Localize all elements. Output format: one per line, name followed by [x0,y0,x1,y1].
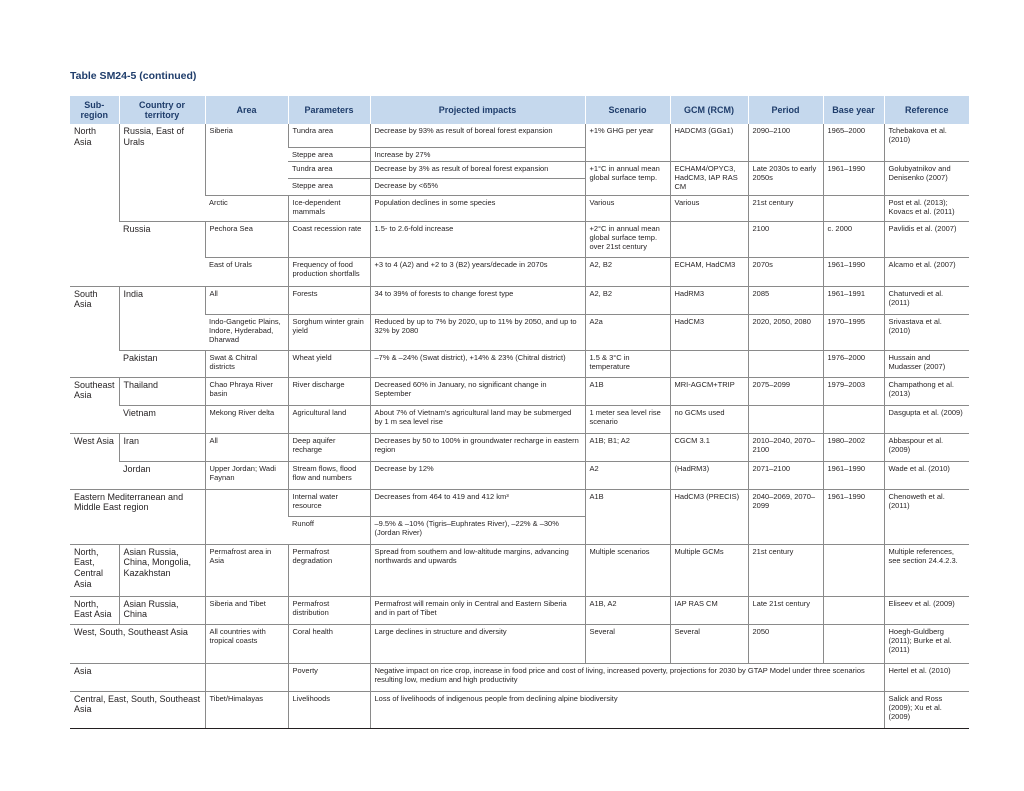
cell-gcm: Various [670,195,748,221]
cell-subregion: West, South, Southeast Asia [70,624,205,663]
col-header-gcm: GCM (RCM) [670,96,748,124]
cell-area [205,663,288,691]
table-row [70,433,969,461]
cell-country: Russia [119,221,205,286]
cell-scenario: A1B; B1; A2 [585,433,670,461]
cell-period: 2010–2040, 2070–2100 [748,433,823,461]
col-header-subregion [70,96,119,124]
table-row [70,405,969,433]
projected-impacts-table [70,96,969,729]
cell-scenario: Several [585,624,670,663]
cell-area: Swat & Chitral districts [205,350,288,377]
cell-parameters: Internal water resource [288,489,370,516]
cell-reference: Chenoweth et al. (2011) [884,489,969,544]
cell-impact: Loss of livelihoods of indigenous people from declining alpine biodiversity [370,691,884,728]
table-row [70,350,969,377]
cell-subregion: West Asia [70,433,119,489]
cell-gcm: MRI-AGCM+TRIP [670,377,748,405]
cell-gcm: HadCM3 (PRECIS) [670,489,748,544]
cell-impact: Decrease by 3% as result of boreal forest expansion [370,161,585,178]
cell-base-year [823,544,884,596]
cell-parameters: Poverty [288,663,370,691]
cell-reference: Dasgupta et al. (2009) [884,405,969,433]
cell-parameters: Frequency of food production shortfalls [288,257,370,286]
cell-period: Late 2030s to early 2050s [748,161,823,195]
cell-parameters: Runoff [288,516,370,544]
cell-impact: Reduced by up to 7% by 2020, up to 11% by 2050, and up to 32% by 2080 [370,314,585,350]
cell-parameters: Livelihoods [288,691,370,728]
cell-gcm [670,221,748,257]
cell-gcm: HadCM3 [670,314,748,350]
cell-period: 21st century [748,544,823,596]
cell-impact: Increase by 27% [370,147,585,161]
cell-impact: Spread from southern and low-altitude margins, advancing northwards and upwards [370,544,585,596]
cell-country: Vietnam [119,405,205,433]
cell-scenario: A2, B2 [585,257,670,286]
cell-gcm: Multiple GCMs [670,544,748,596]
cell-impact: Population declines in some species [370,195,585,221]
header-row [70,96,969,124]
table-row [70,596,969,624]
cell-gcm: CGCM 3.1 [670,433,748,461]
cell-area: Chao Phraya River basin [205,377,288,405]
col-header-area: Area [205,96,288,124]
cell-area [205,489,288,544]
cell-area: Permafrost area in Asia [205,544,288,596]
cell-scenario: +2°C in annual mean global surface temp. over 21st century [585,221,670,257]
table-row [70,286,969,314]
cell-impact: Large declines in structure and diversity [370,624,585,663]
cell-base-year [823,624,884,663]
cell-reference: Post et al. (2013); Kovacs et al. (2011) [884,195,969,221]
cell-parameters: Stream flows, flood flow and numbers [288,461,370,489]
cell-scenario: +1% GHG per year [585,124,670,161]
cell-scenario: Multiple scenarios [585,544,670,596]
cell-scenario: 1 meter sea level rise scenario [585,405,670,433]
cell-parameters: Permafrost distribution [288,596,370,624]
cell-reference: Hertel et al. (2010) [884,663,969,691]
cell-reference: Wade et al. (2010) [884,461,969,489]
cell-impact: +3 to 4 (A2) and +2 to 3 (B2) years/decade in 2070s [370,257,585,286]
cell-base-year: 1961–1990 [823,257,884,286]
cell-reference: Srivastava et al. (2010) [884,314,969,350]
cell-reference: Golubyatnikov and Denisenko (2007) [884,161,969,195]
cell-impact: Decreased 60% in January, no significant change in September [370,377,585,405]
cell-impact: Decreases from 464 to 419 and 412 km³ [370,489,585,516]
cell-period: 2075–2099 [748,377,823,405]
col-header-country: Country or territory [119,96,205,124]
cell-country: Jordan [119,461,205,489]
cell-area: Mekong River delta [205,405,288,433]
cell-area: East of Urals [205,257,288,286]
cell-base-year: 1961–1990 [823,489,884,544]
cell-period: 2100 [748,221,823,257]
cell-impact: Decrease by <65% [370,178,585,195]
cell-period: 2071–2100 [748,461,823,489]
table-row [70,544,969,596]
cell-reference: Hoegh-Guldberg (2011); Burke et al. (2011) [884,624,969,663]
cell-country: Asian Russia, China [119,596,205,624]
cell-base-year [823,596,884,624]
cell-area: Pechora Sea [205,221,288,257]
cell-impact: Decreases by 50 to 100% in groundwater recharge in eastern region [370,433,585,461]
cell-gcm: ECHAM4/OPYC3, HadCM3, IAP RAS CM [670,161,748,195]
cell-parameters: Wheat yield [288,350,370,377]
cell-country: India [119,286,205,350]
cell-base-year: 1976–2000 [823,350,884,377]
cell-parameters: Tundra area [288,124,370,147]
cell-period [748,350,823,377]
cell-subregion: Asia [70,663,205,691]
cell-gcm: (HadRM3) [670,461,748,489]
cell-reference: Hussain and Mudasser (2007) [884,350,969,377]
col-header-period: Period [748,96,823,124]
cell-gcm: Several [670,624,748,663]
col-header-parameters: Parameters [288,96,370,124]
table-row [70,257,969,286]
cell-parameters: Tundra area [288,161,370,178]
cell-scenario: A2 [585,461,670,489]
cell-base-year: 1961–1990 [823,461,884,489]
cell-gcm: HADCM3 (GGa1) [670,124,748,161]
cell-period: Late 21st century [748,596,823,624]
cell-base-year: 1979–2003 [823,377,884,405]
cell-period: 2070s [748,257,823,286]
cell-scenario: A2a [585,314,670,350]
col-header-scenario: Scenario [585,96,670,124]
table-row [70,124,969,147]
cell-reference: Abbaspour et al. (2009) [884,433,969,461]
table-row [70,461,969,489]
cell-parameters: Agricultural land [288,405,370,433]
col-header-subregion-label: Sub- region [80,99,108,120]
table-row [70,377,969,405]
cell-parameters: Ice-dependent mammals [288,195,370,221]
cell-period [748,405,823,433]
cell-base-year: 1980–2002 [823,433,884,461]
cell-area: Upper Jordan; Wadi Faynan [205,461,288,489]
cell-period: 2085 [748,286,823,314]
cell-reference: Chaturvedi et al. (2011) [884,286,969,314]
cell-area: All countries with tropical coasts [205,624,288,663]
cell-area: All [205,433,288,461]
cell-period: 21st century [748,195,823,221]
cell-subregion: North Asia [70,124,119,286]
cell-scenario: A2, B2 [585,286,670,314]
cell-gcm: no GCMs used [670,405,748,433]
cell-scenario: A1B, A2 [585,596,670,624]
cell-parameters: Steppe area [288,178,370,195]
cell-reference: Eliseev et al. (2009) [884,596,969,624]
cell-reference: Tchebakova et al. (2010) [884,124,969,161]
cell-parameters: Deep aquifer recharge [288,433,370,461]
cell-period: 2040–2069, 2070–2099 [748,489,823,544]
cell-subregion: Southeast Asia [70,377,119,433]
cell-subregion: Central, East, South, Southeast Asia [70,691,205,728]
table-row [70,624,969,663]
cell-parameters: River discharge [288,377,370,405]
table-title: Table SM24-5 (continued) [70,70,197,82]
cell-impact: 1.5- to 2.6-fold increase [370,221,585,257]
cell-scenario: +1°C in annual mean global surface temp. [585,161,670,195]
table-row [70,221,969,257]
table-row [70,489,969,516]
cell-parameters: Coast recession rate [288,221,370,257]
cell-reference: Multiple references, see section 24.4.2.3. [884,544,969,596]
table-row [70,314,969,350]
cell-subregion: Eastern Mediterranean and Middle East region [70,489,205,544]
cell-parameters: Permafrost degradation [288,544,370,596]
cell-base-year: 1970–1995 [823,314,884,350]
table-row [70,663,969,691]
cell-impact: –9.5% & –10% (Tigris–Euphrates River), –22% & –30% (Jordan River) [370,516,585,544]
cell-area: Arctic [205,195,288,221]
cell-gcm [670,350,748,377]
cell-area: All [205,286,288,314]
cell-subregion: North, East, Central Asia [70,544,119,596]
cell-area: Tibet/Himalayas [205,691,288,728]
cell-area: Siberia and Tibet [205,596,288,624]
cell-reference: Champathong et al. (2013) [884,377,969,405]
cell-gcm: IAP RAS CM [670,596,748,624]
cell-impact: 34 to 39% of forests to change forest type [370,286,585,314]
cell-base-year: 1961–1990 [823,161,884,195]
cell-impact: Negative impact on rice crop, increase in food price and cost of living, increased poverty, projections for 2030 by GTAP Model under three scenarios resulting low, medium and high productivity [370,663,884,691]
cell-base-year [823,195,884,221]
cell-base-year: c. 2000 [823,221,884,257]
cell-impact: Decrease by 12% [370,461,585,489]
cell-country: Pakistan [119,350,205,377]
cell-country: Russia, East of Urals [119,124,205,221]
cell-country: Thailand [119,377,205,405]
col-header-reference: Reference [884,96,969,124]
cell-base-year: 1965–2000 [823,124,884,161]
cell-subregion: North, East Asia [70,596,119,624]
col-header-impacts: Projected impacts [370,96,585,124]
cell-impact: Permafrost will remain only in Central and Eastern Siberia and in part of Tibet [370,596,585,624]
cell-scenario: Various [585,195,670,221]
cell-parameters: Sorghum winter grain yield [288,314,370,350]
cell-scenario: 1.5 & 3°C in temperature [585,350,670,377]
cell-area: Siberia [205,124,288,195]
cell-period: 2050 [748,624,823,663]
cell-period: 2090–2100 [748,124,823,161]
cell-parameters: Steppe area [288,147,370,161]
col-header-base-year: Base year [823,96,884,124]
table-row [70,691,969,728]
cell-scenario: A1B [585,377,670,405]
cell-gcm: ECHAM, HadCM3 [670,257,748,286]
cell-impact: Decrease by 93% as result of boreal forest expansion [370,124,585,147]
cell-reference: Pavlidis et al. (2007) [884,221,969,257]
cell-parameters: Coral health [288,624,370,663]
cell-country: Iran [119,433,205,461]
cell-scenario: A1B [585,489,670,544]
cell-parameters: Forests [288,286,370,314]
cell-area: Indo-Gangetic Plains, Indore, Hyderabad, Dharwad [205,314,288,350]
cell-base-year: 1961–1991 [823,286,884,314]
table-row [70,195,969,221]
cell-country: Asian Russia, China, Mongolia, Kazakhstan [119,544,205,596]
cell-period: 2020, 2050, 2080 [748,314,823,350]
cell-impact: About 7% of Vietnam's agricultural land may be submerged by 1 m sea level rise [370,405,585,433]
cell-base-year [823,405,884,433]
cell-impact: –7% & –24% (Swat district), +14% & 23% (Chitral district) [370,350,585,377]
cell-gcm: HadRM3 [670,286,748,314]
cell-subregion: South Asia [70,286,119,377]
cell-reference: Salick and Ross (2009); Xu et al. (2009) [884,691,969,728]
cell-reference: Alcamo et al. (2007) [884,257,969,286]
